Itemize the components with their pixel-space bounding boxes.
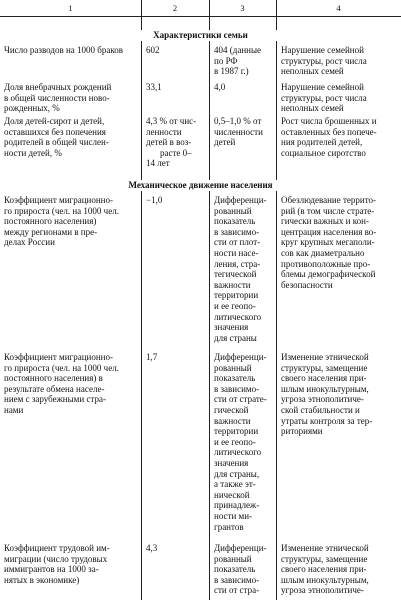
row-5-threshold: Дифференци- рованный показатель в зависимо- сти от страте- гической важности территории и ее геопо- литического значения для страны, а также эт- нической принадлеж- ности ми- грантов (214, 352, 267, 532)
header-col-4: 4 (336, 3, 341, 13)
row-5-consequence: Изменение этнической структуры, замещение своего населения при- шлым инокультурным, угроза этнополитиче- ской стабильности и утраты контроля за тер- риториями (281, 352, 373, 437)
row-1-value: 602 (146, 45, 160, 55)
row-4-value: −1,0 (146, 195, 163, 205)
row-6-threshold: Дифференци- рованный показатель в зависимо- сти от стра- (214, 543, 267, 596)
row-3-indicator: Доля детей-сирот и детей, оставшихся без попечения родителей в общей числен- ности детей, % (4, 116, 109, 158)
row-6-indicator: Коэффициент трудовой им- миграции (число трудовых иммигрантов на 1000 за- нятых в экономике) (4, 543, 110, 585)
section-title-migration: Механическое движение населения (0, 180, 401, 191)
row-6-value: 4,3 (146, 543, 158, 553)
row-4-consequence: Обезлюдевание террито- рий (в том числе страте- гически важных и кон- центрация населения во- круг крупных мегаполи- сов как диаметрально противоположные про- блемы демографической безопасности (281, 195, 377, 290)
row-1-threshold: 404 (данные по РФ в 1987 г.) (214, 45, 261, 77)
row-3-threshold: 0,5–1,0 % от численности детей (214, 116, 263, 148)
column-divider-1 (141, 0, 142, 600)
row-3-value: 4,3 % от чис- ленности детей в воз- расте 0– 14 лет (146, 116, 197, 169)
row-2-threshold: 4,0 (214, 82, 226, 92)
row-5-value: 1,7 (146, 352, 158, 362)
row-4-indicator: Коэффициент миграционно- го прироста (чел. на 1000 чел. постоянного населения) между регионами в пре- делах России (4, 195, 119, 248)
row-3-consequence: Рост числа брошенных и оставленных без попече- ния родителей детей, социальное сиротство (281, 116, 377, 158)
row-1-consequence: Нарушение семейной структуры, рост числа неполных семей (281, 45, 367, 77)
row-4-threshold: Дифференци- рованный показатель в зависимо- сти от плот- ности насе- ления, стра- тегической важности территории и ее геопо- литического значения для страны (214, 195, 267, 343)
section-title-family: Характеристики семьи (0, 30, 401, 41)
header-divider (0, 16, 401, 17)
row-2-indicator: Доля внебрачных рождений в общей численности ново- рожденных, % (4, 82, 112, 114)
header-col-3: 3 (240, 3, 245, 13)
header-col-1: 1 (68, 3, 73, 13)
row-6-consequence: Изменение этнической структуры, замещение своего населения при- шлым инокультурным, угроза этнополитиче- (281, 543, 369, 596)
column-divider-3 (276, 0, 277, 600)
header-col-2: 2 (172, 3, 178, 13)
row-2-value: 33,1 (146, 82, 162, 92)
row-1-indicator: Число разводов на 1000 браков (4, 45, 124, 55)
row-2-consequence: Нарушение семейной структуры, рост числа неполных семей (281, 82, 367, 114)
column-divider-2 (209, 0, 210, 600)
row-5-indicator: Коэффициент миграционно- го прироста (чел. на 1000 чел. постоянного населения) в результате обмена населе- нием с зарубежными стра- нами (4, 352, 119, 415)
